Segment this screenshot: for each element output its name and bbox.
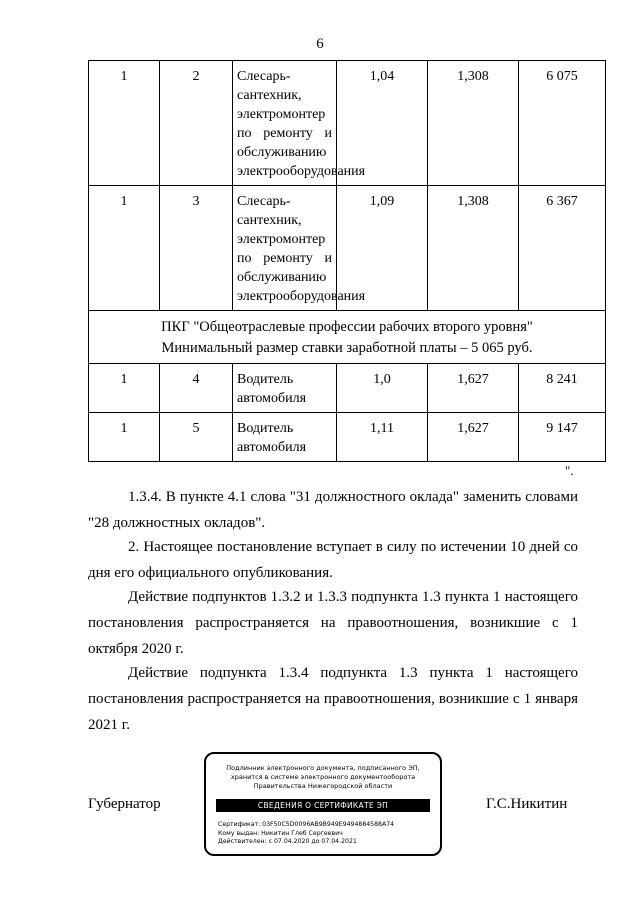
group-min-rate: Минимальный размер ставки заработной платы – 5 065 руб. xyxy=(161,340,533,356)
table-cell: 1,627 xyxy=(428,364,519,413)
salary-table xyxy=(88,60,606,462)
table-cell-position: Водитель автомобиля xyxy=(233,364,337,413)
signature-name: Г.С.Никитин xyxy=(486,796,568,812)
table-cell: 1,627 xyxy=(428,413,519,462)
stamp-certificate: Сертификат: 03F50C5D0096AB9B949E9494884588A74 xyxy=(218,821,395,828)
stamp-line: Правительства Нижегородской области xyxy=(253,782,393,790)
table-cell: 1 xyxy=(89,186,160,311)
table-cell: 2 xyxy=(160,61,233,186)
paragraph-1-3-4: 1.3.4. В пункте 4.1 слова "31 должностного оклада" заменить словами "28 должностных окладов". xyxy=(88,489,578,531)
table-group-header xyxy=(89,311,606,364)
table-cell: 1 xyxy=(89,364,160,413)
paragraph-action-1: Действие подпунктов 1.3.2 и 1.3.3 подпункта 1.3 пункта 1 настоящего постановления распространяется на правоотношения, возникшие с 1 октября 2020 г. xyxy=(88,589,578,657)
table-cell: 4 xyxy=(160,364,233,413)
stamp-banner: СВЕДЕНИЯ О СЕРТИФИКАТЕ ЭП xyxy=(216,799,430,812)
table-cell: 9 147 xyxy=(519,413,606,462)
closing-quote: ". xyxy=(565,463,574,478)
stamp-valid: Действителен: с 07.04.2020 до 07.04.2021 xyxy=(218,838,357,845)
table-cell: 1,308 xyxy=(428,61,519,186)
stamp-issued-to: Кому выдан: Никитин Глеб Сергеевич xyxy=(218,829,343,837)
table-row xyxy=(89,364,606,413)
stamp-line: Подлинник электронного документа, подписанного ЭП, xyxy=(226,764,420,772)
table-row xyxy=(89,186,606,311)
table-row xyxy=(89,61,606,186)
table-cell: 5 xyxy=(160,413,233,462)
table-cell: 6 367 xyxy=(519,186,606,311)
signature-title: Губернатор xyxy=(88,796,161,812)
table-cell: 1 xyxy=(89,61,160,186)
page-number: 6 xyxy=(316,36,324,52)
stamp-details xyxy=(218,821,394,847)
table-cell: 6 075 xyxy=(519,61,606,186)
table-cell: 8 241 xyxy=(519,364,606,413)
paragraph-action-2: Действие подпункта 1.3.4 подпункта 1.3 пункта 1 настоящего постановления распространяется на правоотношения, возникшие с 1 января 2021 г. xyxy=(88,665,578,733)
table-group-row xyxy=(89,311,606,364)
table-cell: 1 xyxy=(89,413,160,462)
digital-signature-stamp xyxy=(204,752,442,856)
group-title: ПКГ "Общеотраслевые профессии рабочих второго уровня" xyxy=(161,319,533,335)
table-cell: 1,0 xyxy=(337,364,428,413)
table-cell: 3 xyxy=(160,186,233,311)
paragraph-effective-date: 2. Настоящее постановление вступает в силу по истечении 10 дней со дня его официального опубликования. xyxy=(88,539,578,581)
stamp-header xyxy=(206,764,440,791)
table-cell: 1,04 xyxy=(337,61,428,186)
table-cell-position: Водитель автомобиля xyxy=(233,413,337,462)
table-row xyxy=(89,413,606,462)
table-cell: 1,308 xyxy=(428,186,519,311)
table-cell-position: Слесарь-сантехник, электромонтер по ремонту и обслуживанию электрооборудования xyxy=(233,186,337,311)
table-cell: 1,11 xyxy=(337,413,428,462)
table-cell: 1,09 xyxy=(337,186,428,311)
table-cell-position: Слесарь-сантехник, электромонтер по ремонту и обслуживанию электрооборудования xyxy=(233,61,337,186)
stamp-line: хранится в системе электронного документооборота xyxy=(230,773,416,781)
